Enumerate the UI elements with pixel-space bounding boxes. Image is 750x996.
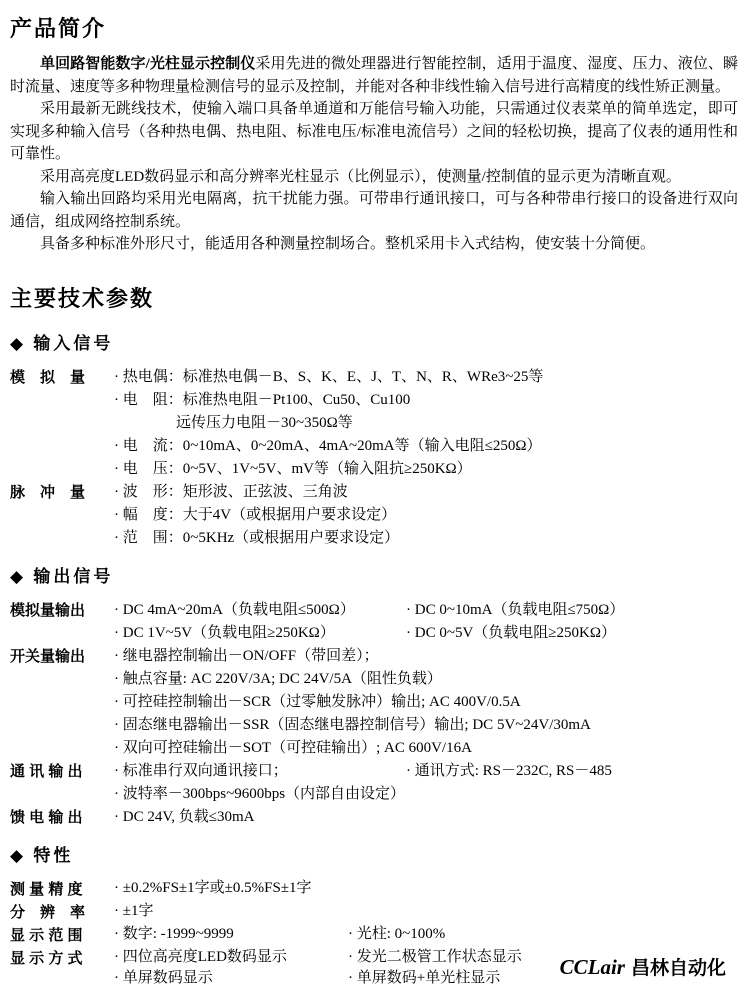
spec-line: · 幅 度：大于4V（或根据用户要求设定）: [114, 506, 397, 523]
param-row-analog: [10, 366, 738, 481]
spec-line: [114, 760, 738, 783]
intro-text-1: 采用先进的微处理器进行智能控制，适用于温度、湿度、压力、液位、瞬时流量、速度等多种物理量检测信号的显示及控制，并能对各种非线性输入信号进行高精度的线性矫正测量。: [10, 56, 738, 95]
spec-line: 远传压力电阻－30~350Ω等: [176, 414, 353, 431]
param-row-resolution: [10, 901, 738, 924]
spec-col-1: · DC 1V~5V（负载电阻≥250KΩ）: [114, 624, 335, 641]
spec-col-1: · DC 4mA~20mA（负载电阻≤500Ω）: [114, 601, 355, 618]
param-row-feed-output: [10, 806, 738, 829]
spec-col-2: · 光柱: 0~100%: [348, 925, 446, 942]
param-label: 开关量输出: [10, 647, 86, 665]
param-label: 模 拟 量: [10, 368, 86, 386]
param-label: 显 示 方 式: [10, 949, 83, 967]
spec-line: · ±1字: [114, 902, 154, 919]
param-label: 脉 冲 量: [10, 483, 86, 501]
intro-paragraph-5: 具备多种标准外形尺寸，能适用各种测量控制场合。整机采用卡入式结构，使安装十分简便。: [40, 236, 656, 252]
param-lines: [114, 366, 738, 481]
param-row-pulse: [10, 481, 738, 550]
spec-line: · 波 形：矩形波、正弦波、三角波: [114, 483, 348, 500]
param-label: 分 辨 率: [10, 903, 86, 921]
spec-col-2: · DC 0~5V（负载电阻≥250KΩ）: [406, 624, 616, 641]
spec-line: · 触点容量: AC 220V/3A; DC 24V/5A（阻性负载）: [114, 670, 442, 687]
param-lines: [114, 481, 738, 550]
spec-line: · 固态继电器输出－SSR（固态继电器控制信号）输出; DC 5V~24V/30mA: [114, 716, 591, 733]
spec-line: [114, 599, 738, 622]
company-logo: [560, 953, 726, 980]
intro-paragraph-3: 采用高亮度LED数码显示和高分辨率光柱显示（比例显示），使测量/控制值的显示更为清晰直观。: [40, 168, 681, 185]
spec-line: · DC 24V, 负载≤30mA: [114, 808, 255, 825]
param-lines: [114, 806, 738, 829]
param-row-analog-output: [10, 599, 738, 645]
product-name: 单回路智能数字/光柱显示控制仪: [40, 56, 256, 72]
subsection-input-signals: ◆ 输入信号: [10, 333, 114, 353]
spec-line: · 电 阻：标准热电阻－Pt100、Cu50、Cu100: [114, 391, 411, 408]
spec-line: · ±0.2%FS±1字或±0.5%FS±1字: [114, 879, 312, 896]
spec-line: · 热电偶：标准热电偶－B、S、K、E、J、T、N、R、WRe3~25等: [114, 368, 544, 385]
param-lines: [114, 599, 738, 645]
param-label: 通 讯 输 出: [10, 762, 83, 780]
spec-col-1: · 四位高亮度LED数码显示: [114, 948, 287, 965]
param-row-display-range: [10, 924, 738, 947]
company-name: 昌林自动化: [630, 958, 726, 979]
spec-line: · 范 围：0~5KHz（或根据用户要求设定）: [114, 529, 400, 546]
spec-line: · 双向可控硅输出－SOT（可控硅输出）; AC 600V/16A: [114, 739, 472, 756]
spec-col-2: · 发光二极管工作状态显示: [348, 948, 522, 965]
param-lines: [114, 645, 738, 760]
param-row-comm-output: [10, 760, 738, 806]
param-label: 显 示 范 围: [10, 926, 83, 944]
spec-col-2: · DC 0~10mA（负载电阻≤750Ω）: [406, 601, 625, 618]
param-label: 模拟量输出: [10, 601, 86, 619]
param-lines: [114, 924, 738, 946]
spec-line: · 电 流：0~10mA、0~20mA、4mA~20mA等（输入电阻≤250Ω）: [114, 437, 542, 454]
spec-line: · 可控硅控制输出－SCR（过零触发脉冲）输出; AC 400V/0.5A: [114, 693, 521, 710]
param-label: 测 量 精 度: [10, 880, 83, 898]
param-lines: [114, 878, 738, 900]
intro-paragraph-2: 采用最新无跳线技术，使输入端口具备单通道和万能信号输入功能，只需通过仪表菜单的简单选定，即可实现多种输入信号（各种热电偶、热电阻、标准电压/标准电流信号）之间的轻松切换，提高了仪表的通用性和可靠性。: [10, 101, 738, 162]
param-row-switch-output: [10, 645, 738, 760]
section-title-tech-params: 主要技术参数: [10, 285, 155, 311]
param-label: 馈 电 输 出: [10, 808, 83, 826]
subsection-features: ◆ 特性: [10, 845, 74, 865]
spec-line: [114, 924, 738, 946]
param-lines: [114, 760, 738, 806]
spec-col-1: · 数字: -1999~9999: [114, 925, 234, 942]
spec-line: · 继电器控制输出－ON/OFF（带回差）；: [114, 647, 379, 664]
spec-line: · 电 压：0~5V、1V~5V、mV等（输入阻抗≥250KΩ）: [114, 460, 472, 477]
spec-col-2: · 单屏数码+单光柱显示: [348, 970, 501, 986]
spec-col-1: · 单屏数码显示: [114, 970, 213, 986]
page-title: 产品简介: [10, 16, 107, 41]
spec-col-2: · 通讯方式: RS－232C, RS－485: [406, 762, 612, 779]
logo-mark: CCLair: [559, 955, 625, 979]
intro-paragraph-1: [10, 53, 738, 98]
spec-line: [114, 622, 738, 645]
subsection-output-signals: ◆ 输出信号: [10, 566, 114, 586]
intro-paragraph-4: 输入输出回路均采用光电隔离，抗干扰能力强。可带串行通讯接口，可与各种带串行接口的设备进行双向通信，组成网络控制系统。: [10, 191, 738, 230]
spec-line: · 波特率－300bps~9600bps（内部自由设定）: [114, 785, 406, 802]
spec-col-1: · 标准串行双向通讯接口；: [114, 762, 288, 779]
param-row-accuracy: [10, 878, 738, 901]
param-lines: [114, 901, 738, 923]
